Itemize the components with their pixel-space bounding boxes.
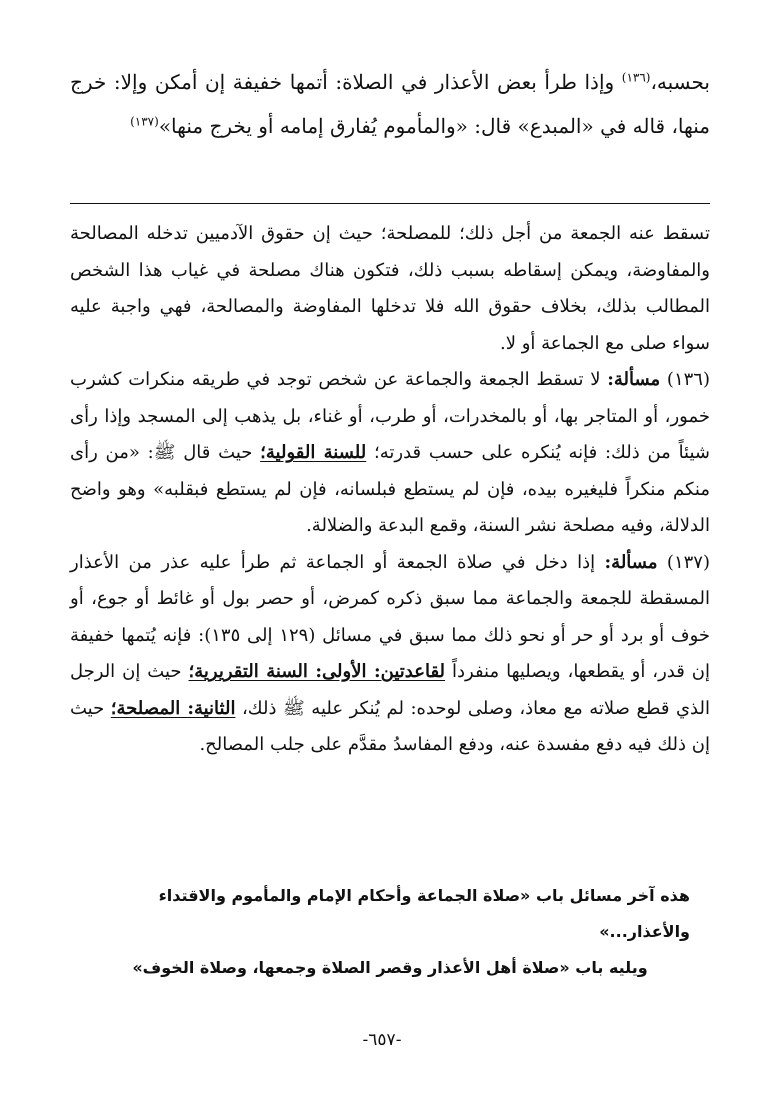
footnote-separator (70, 203, 710, 204)
main-text-body: وإذا طرأ بعض الأعذار في الصلاة: أتمها خفيفة إن أمكن وإلا: خرج منها، قاله في «المبدع» قال: «والمأموم يُفارق إمامه أو يخرج منها» (70, 70, 710, 138)
footnote-evidence: لقاعدتين: الأولى: السنة التقريرية؛ (188, 661, 446, 682)
footnote-number: (١٣٦) (666, 369, 710, 390)
footnote-text: لا تسقط الجمعة والجماعة عن شخص توجد في طريقه منكرات كشرب خمور، أو المتاجر بها، أو بالمخدرات، أو طرب، أو غناء، بل يذهب إلى المسجد وإذا رأى شيئاً من ذلك: فإنه يُنكره على حسب قدرته؛ (70, 369, 711, 463)
footnote-number: (١٣٧) (666, 551, 710, 573)
footnote-136 (70, 362, 710, 545)
footnote-label: مسألة: (607, 369, 661, 390)
footnote-text: إذا دخل في صلاة الجمعة أو الجماعة ثم طرأ عليه عذر من الأعذار المسقطة للجمعة والجماعة مما سبق ذكره كمرض، أو حصر بول أو غائط أو جوع، أو خوف أو برد أو حر أو نحو ذلك مما سبق في مسائل (١٢٩ إلى ١٣٥): فإنه يُتمها خفيفة إن قدر، أو يقطعها، ويصليها منفرداً (70, 551, 711, 682)
next-chapter-line: ويليه باب «صلاة أهل الأعذار وقصر الصلاة وجمعها، وصلاة الخوف» (132, 958, 648, 977)
footnote-ref-136: (١٣٦) (621, 70, 651, 85)
main-text-start: بحسبه، (650, 70, 710, 94)
chapter-end-line: هذه آخر مسائل باب «صلاة الجماعة وأحكام الإمام والمأموم والاقتداء والأعذار...» (158, 886, 690, 941)
footnote-text: حيث قال ﷺ: «من رأى منكم منكراً فليغيره بيده، فإن لم يستطع فبلسانه، فإن لم يستطع فبقلبه» وهو واضح الدلالة، وفيه مصلحة نشر السنة، وقمع البدعة والضلالة. (70, 442, 710, 536)
main-paragraph (70, 60, 710, 148)
chapter-end-note (80, 878, 700, 986)
footnote-label: مسألة: (604, 551, 658, 573)
page-number: -٦٥٧- (362, 1030, 402, 1050)
footnote-text: حيث إن ذلك فيه دفع مفسدة عنه، ودفع المفاسدُ مقدَّم على جلب المصالح. (70, 697, 710, 755)
footnote-evidence: للسنة القولية؛ (260, 442, 367, 463)
footnote-137 (70, 545, 710, 764)
footnote-text: حيث إن الرجل الذي قطع صلاته مع معاذ، وصلى لوحده: لم يُنكر عليه ﷺ ذلك، (70, 661, 710, 719)
footnotes-section (70, 216, 710, 764)
footnote-ref-137: (١٣٧) (130, 114, 159, 129)
footnote-evidence: الثانية: المصلحة؛ (110, 697, 236, 719)
main-text (70, 60, 710, 148)
footnote-135-continuation: تسقط عنه الجمعة من أجل ذلك؛ للمصلحة؛ حيث إن حقوق الآدميين تدخله المصالحة والمفاوضة، ويمكن إسقاطه بسبب ذلك، فتكون هناك مصلحة في غياب هذا الشخص المطالب بذلك، بخلاف حقوق الله فلا تدخلها المفاوضة والمصالحة، فهي واجبة عليه سواء صلى مع الجماعة أو لا. (70, 223, 710, 354)
